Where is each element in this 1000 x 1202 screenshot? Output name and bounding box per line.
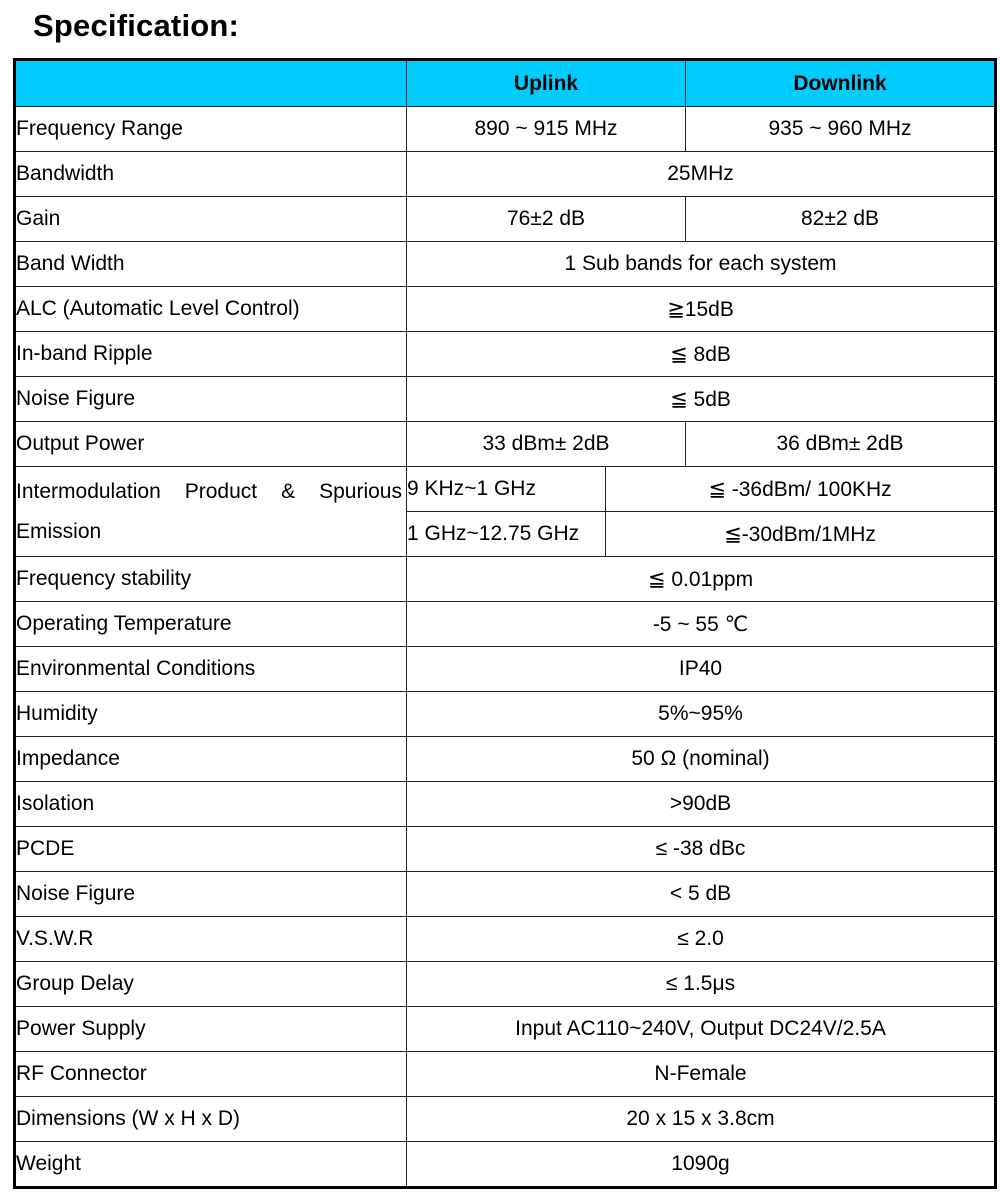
table-row-intermod bbox=[15, 467, 996, 512]
table-row bbox=[15, 332, 996, 377]
param-label: V.S.W.R bbox=[15, 917, 407, 962]
uplink-value: 76±2 dB bbox=[407, 197, 686, 242]
table-row bbox=[15, 152, 996, 197]
param-label: Frequency stability bbox=[15, 557, 407, 602]
shared-value: ≤ 2.0 bbox=[407, 917, 996, 962]
intermod-label-line-2: Emission bbox=[16, 519, 102, 543]
shared-value: IP40 bbox=[407, 647, 996, 692]
shared-value: -5 ~ 55 ℃ bbox=[407, 602, 996, 647]
table-row bbox=[15, 1052, 996, 1097]
shared-value: ≦ 0.01ppm bbox=[407, 557, 996, 602]
table-row bbox=[15, 782, 996, 827]
shared-value: 20 x 15 x 3.8cm bbox=[407, 1097, 996, 1142]
table-row bbox=[15, 1007, 996, 1052]
shared-value: 50 Ω (nominal) bbox=[407, 737, 996, 782]
table-row bbox=[15, 647, 996, 692]
table-row bbox=[15, 917, 996, 962]
shared-value: < 5 dB bbox=[407, 872, 996, 917]
table-row bbox=[15, 557, 996, 602]
table-row bbox=[15, 107, 996, 152]
table-row bbox=[15, 1142, 996, 1188]
downlink-value: 36 dBm± 2dB bbox=[686, 422, 996, 467]
shared-value: N-Female bbox=[407, 1052, 996, 1097]
param-label: Isolation bbox=[15, 782, 407, 827]
header-param-cell bbox=[15, 60, 407, 107]
shared-value: ≧15dB bbox=[407, 287, 996, 332]
table-row bbox=[15, 602, 996, 647]
param-label: PCDE bbox=[15, 827, 407, 872]
shared-value: Input AC110~240V, Output DC24V/2.5A bbox=[407, 1007, 996, 1052]
param-label: Group Delay bbox=[15, 962, 407, 1007]
uplink-value: 890 ~ 915 MHz bbox=[407, 107, 686, 152]
shared-value: >90dB bbox=[407, 782, 996, 827]
shared-value: 1090g bbox=[407, 1142, 996, 1188]
table-header-row bbox=[15, 60, 996, 107]
table-row bbox=[15, 872, 996, 917]
table-row bbox=[15, 827, 996, 872]
header-uplink: Uplink bbox=[407, 60, 686, 107]
shared-value: ≤ 1.5μs bbox=[407, 962, 996, 1007]
param-label: Frequency Range bbox=[15, 107, 407, 152]
table-row bbox=[15, 692, 996, 737]
downlink-value: 935 ~ 960 MHz bbox=[686, 107, 996, 152]
param-label: Noise Figure bbox=[15, 377, 407, 422]
shared-value: 5%~95% bbox=[407, 692, 996, 737]
table-row bbox=[15, 197, 996, 242]
shared-value: ≤ -38 dBc bbox=[407, 827, 996, 872]
shared-value: 1 Sub bands for each system bbox=[407, 242, 996, 287]
param-label: Gain bbox=[15, 197, 407, 242]
intermod-range: 9 KHz~1 GHz bbox=[407, 467, 606, 512]
param-label: Dimensions (W x H x D) bbox=[15, 1097, 407, 1142]
param-label: Impedance bbox=[15, 737, 407, 782]
shared-value: ≦ 8dB bbox=[407, 332, 996, 377]
table-row bbox=[15, 287, 996, 332]
param-label: Humidity bbox=[15, 692, 407, 737]
intermod-label-line-1: Intermodulation Product & Spurious bbox=[16, 479, 402, 503]
param-label: Bandwidth bbox=[15, 152, 407, 197]
shared-value: ≦ 5dB bbox=[407, 377, 996, 422]
param-label: In-band Ripple bbox=[15, 332, 407, 377]
page-title: Specification: bbox=[33, 8, 240, 43]
param-label: Operating Temperature bbox=[15, 602, 407, 647]
intermod-param-label bbox=[15, 467, 407, 557]
table-row bbox=[15, 1097, 996, 1142]
table-row bbox=[15, 242, 996, 287]
table-row bbox=[15, 377, 996, 422]
intermod-value: ≦-30dBm/1MHz bbox=[606, 512, 996, 557]
intermod-range: 1 GHz~12.75 GHz bbox=[407, 512, 606, 557]
uplink-value: 33 dBm± 2dB bbox=[407, 422, 686, 467]
specification-table bbox=[13, 58, 997, 1189]
param-label: Environmental Conditions bbox=[15, 647, 407, 692]
param-label: ALC (Automatic Level Control) bbox=[15, 287, 407, 332]
param-label: Noise Figure bbox=[15, 872, 407, 917]
table-row bbox=[15, 737, 996, 782]
param-label: RF Connector bbox=[15, 1052, 407, 1097]
shared-value: 25MHz bbox=[407, 152, 996, 197]
param-label: Output Power bbox=[15, 422, 407, 467]
param-label: Power Supply bbox=[15, 1007, 407, 1052]
downlink-value: 82±2 dB bbox=[686, 197, 996, 242]
table-row bbox=[15, 962, 996, 1007]
param-label: Weight bbox=[15, 1142, 407, 1188]
intermod-value: ≦ -36dBm/ 100KHz bbox=[606, 467, 996, 512]
header-downlink: Downlink bbox=[686, 60, 996, 107]
table-row bbox=[15, 422, 996, 467]
param-label: Band Width bbox=[15, 242, 407, 287]
